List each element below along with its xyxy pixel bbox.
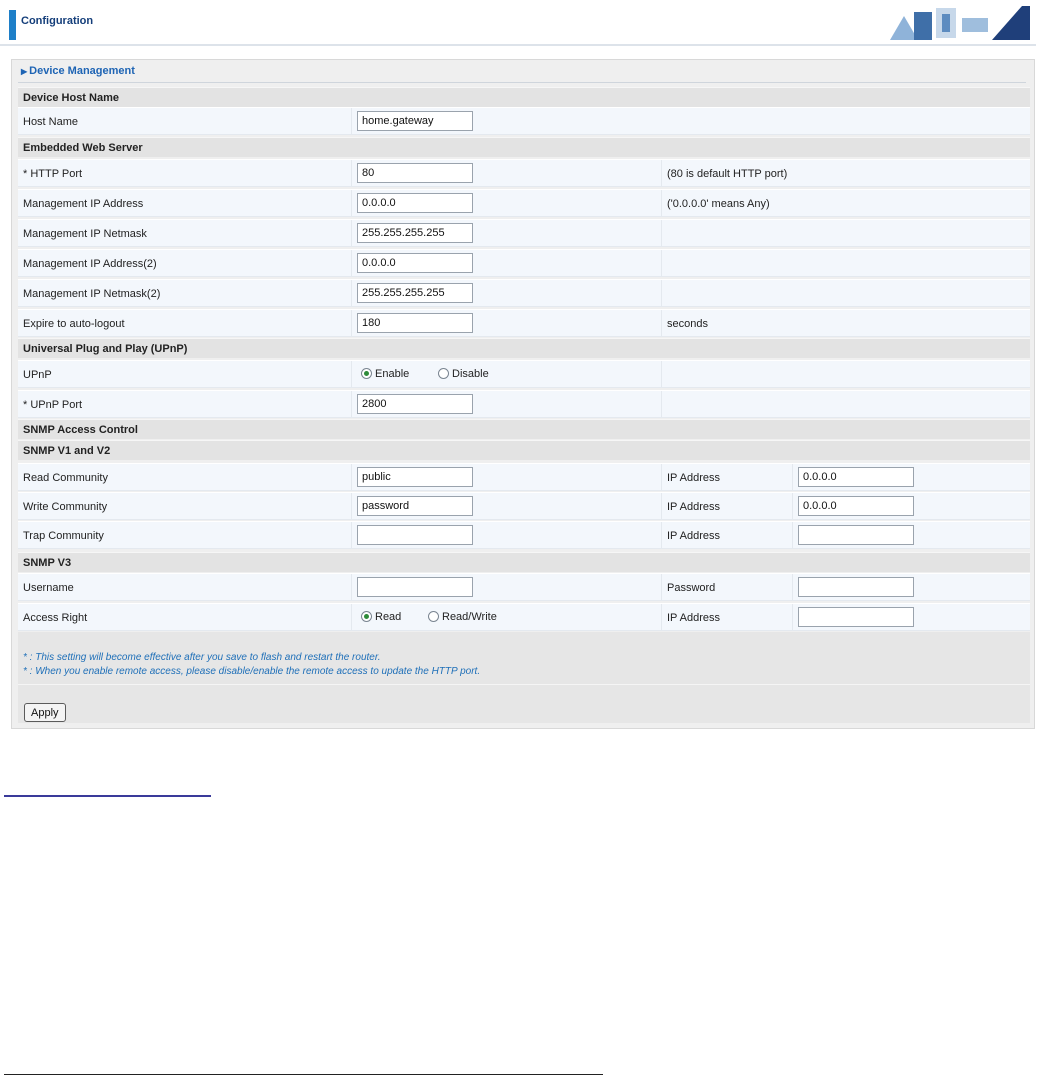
row-auto-logout: [18, 309, 1030, 337]
row-upnp-port: [18, 390, 1030, 418]
upnp-label: UPnP: [23, 369, 52, 381]
read-ip-input[interactable]: [798, 467, 914, 487]
mgmt-ip-label: Management IP Address: [23, 198, 144, 210]
divider: [351, 310, 352, 336]
divider: [18, 82, 1026, 83]
mgmt-mask2-input[interactable]: [357, 283, 473, 303]
divider: [792, 464, 793, 490]
access-ip-label: IP Address: [667, 612, 720, 624]
document-link-underline: [4, 795, 211, 797]
read-community-input[interactable]: [357, 467, 473, 487]
mgmt-ip2-label: Management IP Address(2): [23, 258, 157, 270]
breadcrumb: [21, 65, 135, 77]
section-title: SNMP V3: [23, 557, 72, 569]
upnp-enable-label: Enable: [375, 368, 410, 380]
divider: [661, 522, 662, 548]
divider: [661, 160, 662, 186]
note-line: * : When you enable remote access, please disable/enable the remote access to update the HTTP port.: [23, 666, 481, 677]
section-title: Universal Plug and Play (UPnP): [23, 343, 188, 355]
divider: [351, 160, 352, 186]
divider: [661, 493, 662, 519]
section-title: SNMP V1 and V2: [23, 445, 111, 457]
row-mgmt-mask: [18, 219, 1030, 247]
upnp-disable-radio[interactable]: [438, 368, 489, 380]
trap-ip-input[interactable]: [798, 525, 914, 545]
row-read-community: [18, 463, 1030, 491]
divider: [351, 464, 352, 490]
row-write-community: [18, 492, 1030, 520]
access-readwrite-label: Read/Write: [442, 611, 497, 623]
header-decorative-image: [884, 4, 1030, 42]
access-read-radio[interactable]: [361, 611, 401, 623]
mgmt-mask2-label: Management IP Netmask(2): [23, 288, 161, 300]
mgmt-mask-label: Management IP Netmask: [23, 228, 147, 240]
section-header-upnp: [18, 338, 1030, 358]
auto-logout-label: Expire to auto-logout: [23, 318, 125, 330]
page-title: Configuration: [21, 15, 94, 27]
divider: [792, 522, 793, 548]
divider: [661, 250, 662, 276]
trap-community-input[interactable]: [357, 525, 473, 545]
row-mgmt-mask2: [18, 279, 1030, 307]
divider: [351, 280, 352, 306]
row-host-name: [18, 107, 1030, 135]
divider: [661, 280, 662, 306]
password-label: Password: [667, 582, 716, 594]
write-ip-input[interactable]: [798, 496, 914, 516]
divider: [792, 493, 793, 519]
section-title: Device Host Name: [23, 92, 119, 104]
write-community-input[interactable]: [357, 496, 473, 516]
host-name-label: Host Name: [23, 116, 79, 128]
section-header-snmp-v3: [18, 552, 1030, 572]
divider: [661, 190, 662, 216]
divider: [661, 464, 662, 490]
divider: [661, 361, 662, 387]
document-footnote-rule: [4, 1074, 603, 1075]
row-mgmt-ip2: [18, 249, 1030, 277]
divider: [661, 310, 662, 336]
username-input[interactable]: [357, 577, 473, 597]
radio-selected-icon: [361, 368, 372, 379]
divider: [351, 108, 352, 134]
apply-bar: [18, 684, 1030, 723]
divider: [661, 391, 662, 417]
write-ip-label: IP Address: [667, 501, 720, 513]
upnp-enable-radio[interactable]: [361, 368, 409, 380]
divider: [351, 391, 352, 417]
http-port-label: * HTTP Port: [23, 168, 83, 180]
divider: [792, 604, 793, 630]
password-input[interactable]: [798, 577, 914, 597]
divider: [351, 493, 352, 519]
section-header-snmp: [18, 419, 1030, 439]
row-username: [18, 573, 1030, 601]
apply-button[interactable]: Apply: [24, 703, 66, 722]
divider: [351, 522, 352, 548]
notes-area: [18, 632, 1030, 684]
divider: [661, 220, 662, 246]
auto-logout-unit: seconds: [667, 318, 708, 330]
http-port-input[interactable]: [357, 163, 473, 183]
section-title: SNMP Access Control: [23, 424, 138, 436]
divider: [792, 574, 793, 600]
page-header: [0, 0, 1036, 46]
row-access-right: [18, 603, 1030, 631]
write-community-label: Write Community: [23, 501, 108, 513]
divider: [661, 604, 662, 630]
access-read-label: Read: [375, 611, 402, 623]
divider: [661, 574, 662, 600]
read-ip-label: IP Address: [667, 472, 720, 484]
mgmt-ip-note: ('0.0.0.0' means Any): [667, 198, 770, 210]
row-http-port: [18, 159, 1030, 187]
radio-unselected-icon: [428, 611, 439, 622]
http-port-note: (80 is default HTTP port): [667, 168, 788, 180]
upnp-port-input[interactable]: [357, 394, 473, 414]
section-header-host: [18, 87, 1030, 107]
divider: [351, 604, 352, 630]
auto-logout-input[interactable]: [357, 313, 473, 333]
upnp-port-label: * UPnP Port: [23, 399, 83, 411]
trap-community-label: Trap Community: [23, 530, 104, 542]
mgmt-ip2-input[interactable]: [357, 253, 473, 273]
access-ip-input[interactable]: [798, 607, 914, 627]
divider: [351, 250, 352, 276]
row-mgmt-ip: [18, 189, 1030, 217]
divider: [351, 220, 352, 246]
username-label: Username: [23, 582, 74, 594]
read-community-label: Read Community: [23, 472, 108, 484]
radio-unselected-icon: [438, 368, 449, 379]
radio-selected-icon: [361, 611, 372, 622]
breadcrumb-label: Device Management: [29, 65, 135, 77]
row-upnp: [18, 360, 1030, 388]
section-header-snmp-v1v2: [18, 440, 1030, 460]
row-trap-community: [18, 521, 1030, 549]
mgmt-mask-input[interactable]: [357, 223, 473, 243]
trap-ip-label: IP Address: [667, 530, 720, 542]
divider: [351, 361, 352, 387]
section-title: Embedded Web Server: [23, 142, 143, 154]
note-line: * : This setting will become effective after you save to flash and restart the router.: [23, 652, 381, 663]
access-right-label: Access Right: [23, 612, 88, 624]
access-readwrite-radio[interactable]: [428, 611, 497, 623]
section-header-web: [18, 137, 1030, 157]
header-accent-bar: [9, 10, 16, 40]
divider: [351, 190, 352, 216]
host-name-input[interactable]: [357, 111, 473, 131]
mgmt-ip-input[interactable]: [357, 193, 473, 213]
breadcrumb-arrow-icon: ▶: [21, 67, 28, 76]
upnp-disable-label: Disable: [452, 368, 489, 380]
divider: [351, 574, 352, 600]
